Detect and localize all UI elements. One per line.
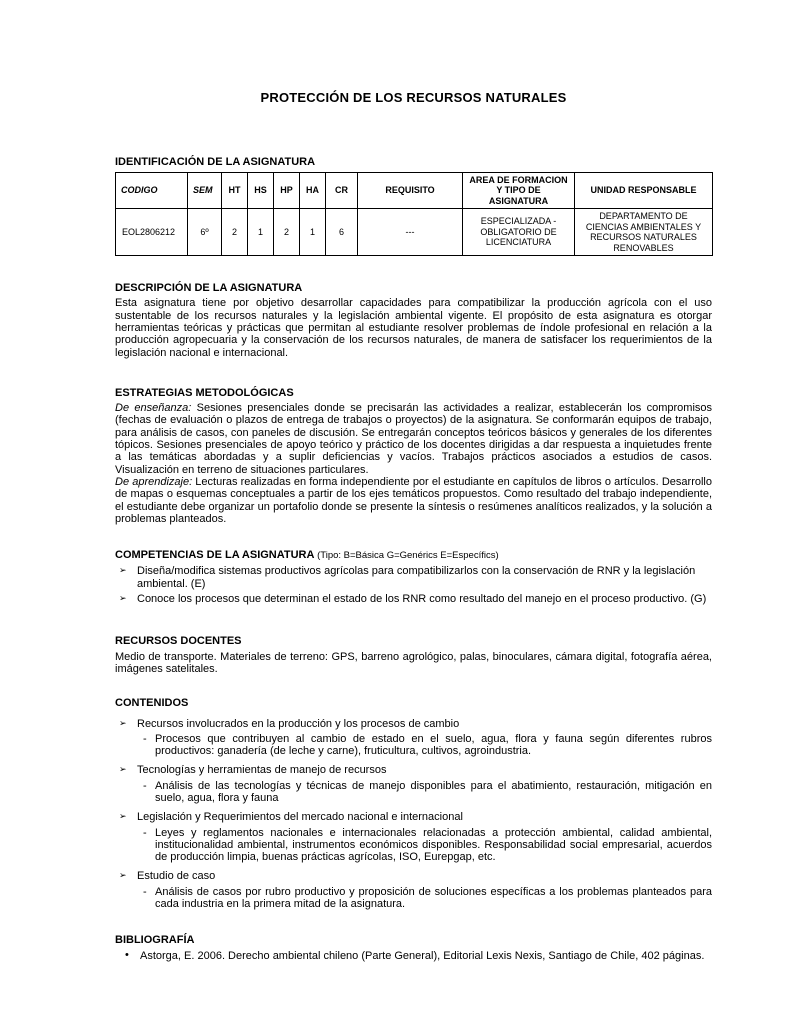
contenido-subitem-text: Análisis de las tecnologías y técnicas de manejo disponibles para el abatimiento, restauración, mitigación en suelo, agua, flora y fauna [155,779,712,804]
section-descripcion [115,282,712,359]
contenido-title-text: Tecnologías y herramientas de manejo de recursos [137,764,387,777]
ensenanza-label: De enseñanza: [115,402,192,415]
aprendizaje-text: Lecturas realizadas en forma independiente por el estudiante en capítulos de libros o artículos. Desarrollo de mapas o esquemas conceptuales a partir de los ejes temáticos propuestos. Como resultado del trabajo independiente, el estudiante debe organizar un portafolio donde se presente la síntesis o resúmenes analíticos realizados, y la solución a problemas planteados. [115,475,712,525]
descripcion-heading: DESCRIPCIÓN DE LA ASIGNATURA [115,282,303,295]
cell-sem: 6º [188,209,222,256]
identificacion-heading: IDENTIFICACIÓN DE LA ASIGNATURA [115,156,316,169]
competencia-item-text: Conoce los procesos que determinan el estado de los RNR como resultado del manejo en el proceso productivo. (G) [137,593,707,606]
cell-requisito: --- [358,209,463,256]
col-header-area-formacion: AREA DE FORMACION Y TIPO DE ASIGNATURA [463,172,575,209]
recursos-body: Medio de transporte. Materiales de terreno: GPS, barreno agrológico, palas, binoculares, cámara digital, fotografía aérea, imágenes satelitales. [115,650,712,675]
estrategias-ensenanza [115,402,712,476]
contenido-title-text: Legislación y Requerimientos del mercado nacional e internacional [137,811,463,824]
competencia-item [115,565,712,590]
contenido-subitem-text: Análisis de casos por rubro productivo y proposición de soluciones específicas a los problemas planteados para cada industria en la primera mitad de la asignatura. [155,885,712,911]
ensenanza-text: Sesiones presenciales donde se precisarán las actividades a realizar, establecerán los compromisos (fechas de evaluación o plazos de entrega de trabajos o proyectos) de la asignatura. Se conformarán equipos de trabajo, para análisis de casos, con paneles de discusión. Se entregarán conceptos teóricos básicos y generales de los diferentes tópicos. Sesiones presenciales de apoyo teórico y práctico de los docentes dirigidas a dar respuesta a inquietudes frente a las temáticas abordadas y a suplir deficiencias y vacíos. Trabajos prácticos asociados a estudios de casos. Visualización en terreno de situaciones particulares. [115,402,713,476]
cell-cr: 6 [326,209,358,256]
col-header-ha: HA [300,172,326,209]
contenido-subitem [115,827,712,864]
col-header-hs: HS [248,172,274,209]
dash-bullet-icon: - [143,885,147,898]
arrow-bullet-icon: ➢ [119,765,127,776]
cell-hs: 1 [248,209,274,256]
contenido-title [115,811,712,823]
section-estrategias [115,387,712,525]
section-competencias [115,549,712,605]
col-header-codigo: CODIGO [116,172,188,209]
bibliografia-item [115,950,712,962]
contenido-title-text: Recursos involucrados en la producción y los procesos de cambio [137,717,460,730]
competencias-heading [115,549,712,562]
competencia-item-text: Diseña/modifica sistemas productivos agrícolas para compatibilizarlos con la conservación de RNR y la legislación ambiental. (E) [137,565,696,590]
section-contenidos [115,697,712,910]
section-identificacion [115,156,712,256]
arrow-bullet-icon: ➢ [119,871,127,882]
arrow-bullet-icon: ➢ [119,812,127,823]
col-header-unidad-responsable: UNIDAD RESPONSABLE [575,172,713,209]
dash-bullet-icon: - [143,779,147,792]
dash-bullet-icon: - [143,826,147,839]
competencia-item [115,593,712,605]
aprendizaje-label: De aprendizaje: [115,475,193,488]
contenido-title [115,718,712,730]
section-recursos [115,635,712,675]
cell-codigo: EOL2806212 [116,209,188,256]
contenido-title [115,764,712,776]
descripcion-body: Esta asignatura tiene por objetivo desarrollar capacidades para compatibilizar la producción agrícola con el uso sustentable de los recursos naturales y la legislación ambiental vigente. El propósito de esta asignatura es otorgar herramientas teóricas y prácticas que permitan al estudiante resolver problemas de índole profesional en relación a la producción agropecuaria y la conservación de los recursos naturales, de manera de satisfacer los requerimientos de la legislación nacional e internacional. [115,297,712,359]
table-header-row [116,172,713,209]
col-header-cr: CR [326,172,358,209]
dot-bullet-icon: • [125,948,129,961]
col-header-sem: SEM [188,172,222,209]
arrow-bullet-icon: ➢ [119,718,127,729]
arrow-bullet-icon: ➢ [119,594,127,605]
contenido-title [115,870,712,882]
estrategias-heading: ESTRATEGIAS METODOLÓGICAS [115,386,294,399]
contenido-group [115,870,712,910]
contenido-group [115,811,712,863]
col-header-requisito: REQUISITO [358,172,463,209]
cell-ha: 1 [300,209,326,256]
table-row [116,209,713,256]
contenidos-heading: CONTENIDOS [115,697,189,710]
cell-unidad-responsable: DEPARTAMENTO DE CIENCIAS AMBIENTALES Y RECURSOS NATURALES RENOVABLES [575,209,713,256]
section-bibliografia [115,934,712,962]
bibliografia-item-text: Astorga, E. 2006. Derecho ambiental chileno (Parte General), Editorial Lexis Nexis, Santiago de Chile, 402 páginas. [140,949,705,962]
contenido-subitem [115,733,712,758]
cell-area-formacion: ESPECIALIZADA - OBLIGATORIO DE LICENCIATURA [463,209,575,256]
contenido-subitem-text: Procesos que contribuyen al cambio de estado en el suelo, agua, flora y fauna según diferentes rubros productivos: ganadería (de leche y carne), fruticultura, cultivos, agroindustria. [155,732,712,758]
contenido-group [115,718,712,758]
col-header-ht: HT [222,172,248,209]
bibliografia-heading: BIBLIOGRAFÍA [115,934,195,947]
competencias-heading-text: COMPETENCIAS DE LA ASIGNATURA [115,549,315,562]
contenido-title-text: Estudio de caso [137,870,216,883]
dash-bullet-icon: - [143,732,147,745]
recursos-heading: RECURSOS DOCENTES [115,635,242,648]
cell-hp: 2 [274,209,300,256]
estrategias-aprendizaje [115,476,712,525]
page-title: PROTECCIÓN DE LOS RECURSOS NATURALES [260,90,567,105]
contenido-subitem [115,780,712,805]
contenido-group [115,764,712,804]
col-header-hp: HP [274,172,300,209]
contenido-subitem [115,886,712,911]
contenido-subitem-text: Leyes y reglamentos nacionales e internacionales relacionadas a protección ambiental, calidad ambiental, institucionalidad ambiental, instrumentos económicos disponibles. Responsabilidad social empresarial, acuerdos de producción limpia, buenas prácticas agrícolas, ISO, Eurepgap, etc. [155,826,712,864]
competencias-heading-note: (Tipo: B=Básica G=Genérics E=Específics) [317,550,499,562]
identificacion-table [115,172,713,257]
cell-ht: 2 [222,209,248,256]
arrow-bullet-icon: ➢ [119,566,127,577]
